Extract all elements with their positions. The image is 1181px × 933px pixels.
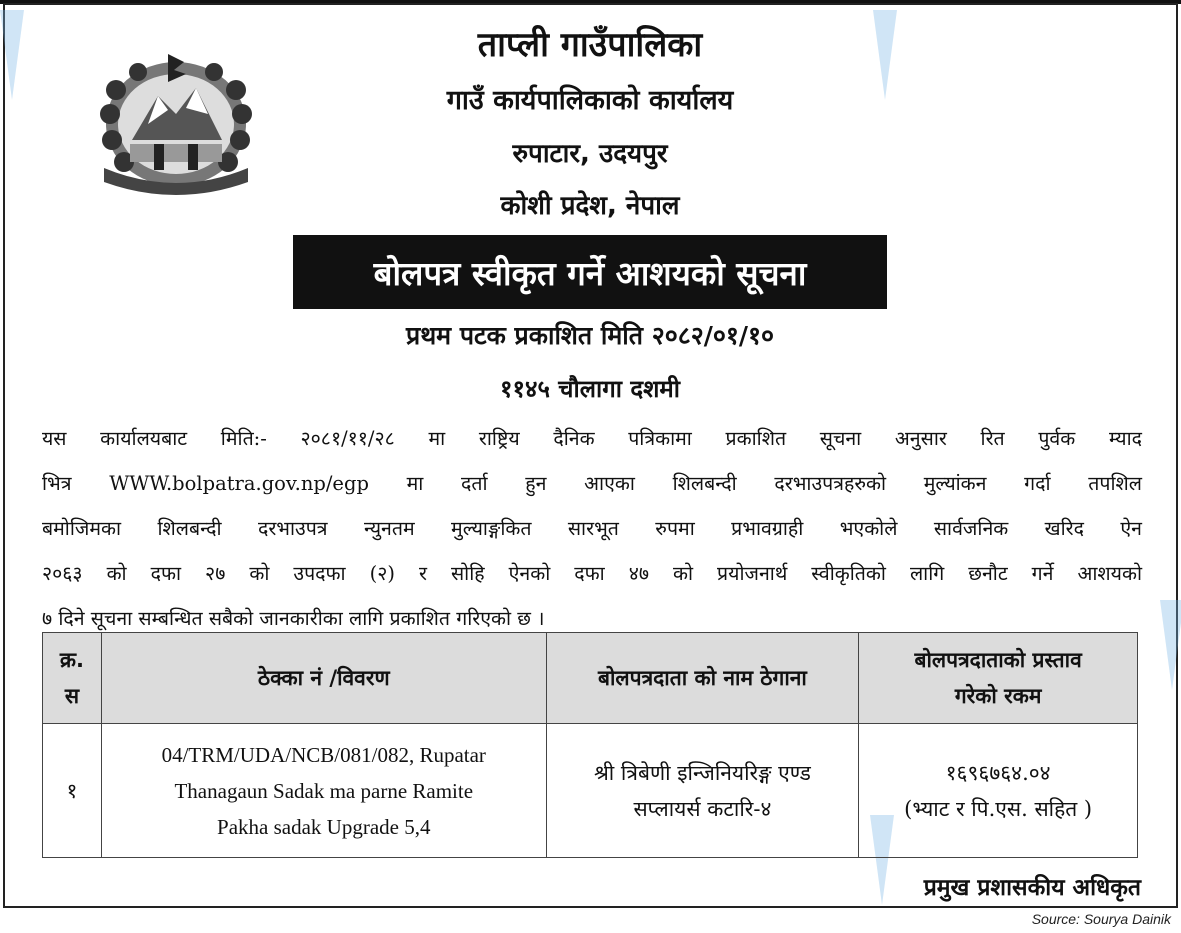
- body-line: बमोजिमका शिलबन्दी दरभाउपत्र न्युनतम मुल्याङ्गकित सारभूत रुपमा प्रभावग्राही भएकोले सार्वजनिक खरिद ऐन: [42, 517, 1142, 540]
- nepal-government-emblem-icon: [88, 48, 264, 198]
- watermark-mark: [0, 10, 24, 100]
- first-published-date: प्रथम पटक प्रकाशित मिति २०८२/०१/१०: [405, 321, 774, 350]
- cell-contract: 04/TRM/UDA/NCB/081/082, Rupatar Thanagaun Sadak ma parne Ramite Pakha sadak Upgrade 5,4: [101, 724, 546, 858]
- table-row: [43, 724, 1138, 858]
- watermark-mark: [1160, 600, 1181, 690]
- notice-body: [42, 416, 1142, 641]
- bid-table: [42, 632, 1138, 858]
- signatory-title: प्रमुख प्रशासकीय अधिकृत: [923, 875, 1141, 901]
- body-line: यस कार्यालयबाट मिति:- २०८१/११/२८ मा राष्ट्रिय दैनिक पत्रिकामा प्रकाशित सूचना अनुसार रित पुर्वक म्याद: [42, 427, 1142, 450]
- body-line: ७ दिने सूचना सम्बन्धित सबैको जानकारीका लागि प्रकाशित गरिएको छ ।: [42, 607, 545, 630]
- office-address: रुपाटार, उदयपुर: [512, 139, 668, 169]
- body-line: भित्र WWW.bolpatra.gov.np/egp मा दर्ता हुन आएका शिलबन्दी दरभाउपत्रहरुको मुल्यांकन गर्दा तपशिल: [42, 472, 1142, 495]
- municipality-name: ताप्ली गाउँपालिका: [477, 25, 703, 65]
- cell-amount: १६९६७६४.०४ (भ्याट र पि.एस. सहित ): [859, 724, 1138, 858]
- table-header-row: [43, 633, 1138, 724]
- notice-title: बोलपत्र स्वीकृत गर्ने आशयको सूचना: [373, 253, 807, 293]
- body-line: २०६३ को दफा २७ को उपदफा (२) र सोहि ऐनको दफा ४७ को प्रयोजनार्थ स्वीकृतिको लागि छनौट गर्ने आशयको: [42, 562, 1142, 585]
- notice-title-box: [293, 235, 887, 309]
- source-credit: Source: Sourya Dainik: [1031, 911, 1171, 927]
- header-bidder: बोलपत्रदाता को नाम ठेगाना: [546, 633, 859, 724]
- header-sn: क्र. स: [43, 633, 102, 724]
- ward-reference: ११४५ चौलागा दशमी: [500, 375, 680, 403]
- header-amount: बोलपत्रदाताको प्रस्ताव गरेको रकम: [859, 633, 1138, 724]
- office-name: गाउँ कार्यपालिकाको कार्यालय: [446, 85, 734, 116]
- province-country: कोशी प्रदेश, नेपाल: [500, 191, 680, 221]
- cell-sn: १: [43, 724, 102, 858]
- cell-bidder: श्री त्रिबेणी इन्जिनियरिङ्ग एण्ड सप्लायर्स कटारि-४: [546, 724, 859, 858]
- header-contract: ठेक्का नं /विवरण: [101, 633, 546, 724]
